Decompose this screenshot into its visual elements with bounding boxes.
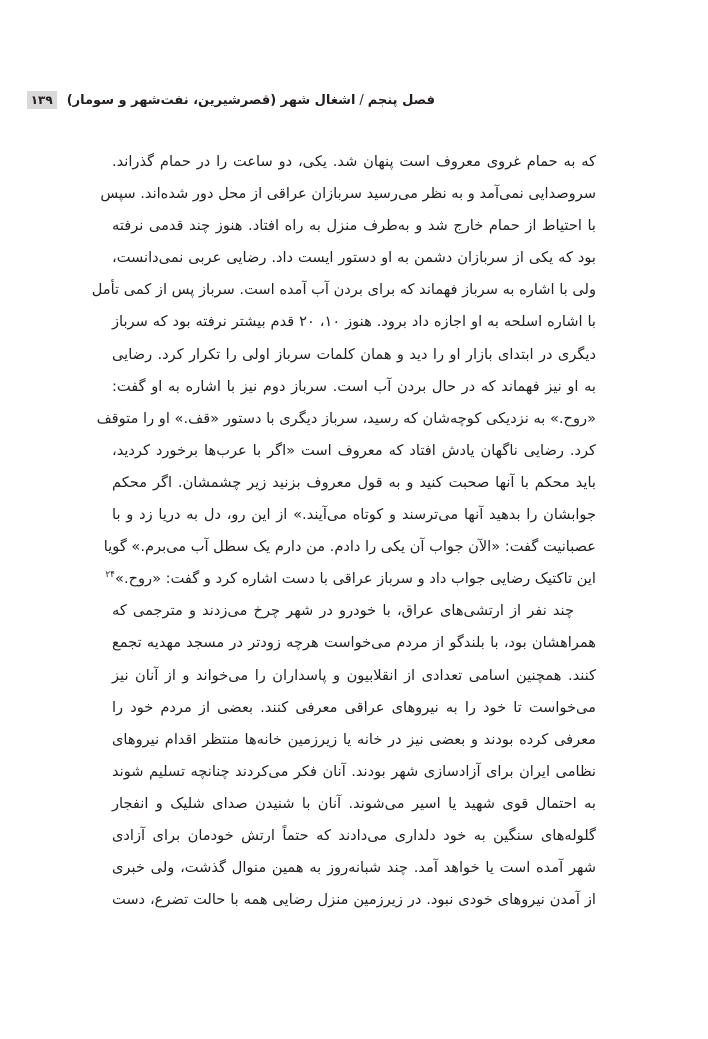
text-line: از آمدن نیروهای خودی نبود. در زیرزمین منزل رضایی همه با حالت تضرع، دست (112, 891, 596, 909)
text-line: عصبانیت گفت: «الآن جواب آن یکی را دادم. من دارم یک سطل آب می‌برم.» گویا (103, 538, 596, 556)
text-line: با اشاره اسلحه به او اجازه داد برود. هنوز ۱۰، ۲۰ قدم بیشتر نرفته بود که سرباز (112, 313, 596, 331)
text-line: به احتمال قوی شهید یا اسیر می‌شوند. آنان با شنیدن صدای شلیک و انفجار (112, 794, 596, 812)
text-line: دیگری در ابتدای بازار او را دید و همان کلمات سرباز اولی را تکرار کرد. رضایی (112, 345, 596, 363)
text-line: گلوله‌های سنگین به خود دلداری می‌دادند که حتماً ارتش خودمان برای آزادی (112, 826, 596, 844)
text-line: به او نیز فهماند که در حال بردن آب است. سرباز دوم نیز با اشاره به او گفت: (112, 377, 596, 395)
paragraph-end-line (105, 563, 596, 595)
body-text (91, 146, 596, 916)
text-line: شهر آمده است یا خواهد آمد. چند شبانه‌روز به همین منوال گذشت، ولی خبری (112, 859, 596, 877)
text-line: نظامی ایران برای آزادسازی شهر بودند. آنان فکر می‌کردند چنانچه تسلیم شوند (112, 762, 596, 780)
text-line: همراهشان بود، با بلندگو از مردم می‌خواست هرچه زودتر در مسجد مهدیه تجمع (112, 634, 596, 652)
text-line: معرفی کرده بودند و بعضی نیز در خانه یا زیرزمین خانه‌ها منتظر اقدام نیروهای (112, 730, 596, 748)
text-line: این تاکتیک رضایی جواب داد و سرباز عراقی با دست اشاره کرد و گفت: «روح.» (115, 570, 596, 588)
text-line: جوابشان را بدهید آنها می‌ترسند و کوتاه می‌آیند.» از این رو، دل به دریا زد و با (112, 506, 596, 524)
chapter-label: فصل پنجم (367, 92, 435, 108)
paragraph-first-line: چند نفر از ارتشی‌های عراق، با خودرو در شهر چرخ می‌زدند و مترجمی که (112, 602, 574, 620)
text-line: که به حمام غروی معروف است پنهان شد. یکی، دو ساعت را در حمام گذراند. (112, 153, 596, 170)
text-line: ولی با اشاره به سرباز فهماند که برای بردن آب آمده است. سرباز پس از کمی تأمل (91, 281, 596, 299)
footnote-marker: ۲۴ (105, 570, 116, 581)
text-line: «روح.» به نزدیکی کوچه‌شان که رسید، سرباز دیگری با دستور «قف.» او را متوقف (96, 409, 596, 427)
running-head (30, 89, 444, 111)
page-number: ۱۳۹ (27, 91, 57, 109)
text-line: کنند. همچنین اسامی تعدادی از انقلابیون و پاسداران را می‌خواند و از آنان نیز (112, 666, 596, 684)
header-separator: / (359, 92, 364, 108)
text-line: بود که یکی از سربازان دشمن به او دستور ایست داد. رضایی عربی نمی‌دانست، (112, 249, 596, 267)
text-line: باید محکم با آنها صحبت کنید و به قول معروف بزنید زیر چشمشان. اگر محکم (112, 473, 596, 491)
text-line: با احتیاط از حمام خارج شد و به‌طرف منزل به راه افتاد. هنوز چند قدمی نرفته (112, 217, 596, 235)
text-line: می‌خواست تا خود را به نیروهای عراقی معرفی کنند. بعضی از مردم خود را (112, 698, 596, 716)
text-line: سروصدایی نمی‌آمد و به نظر می‌رسید سربازان عراقی از محل دور شده‌اند. سپس (100, 185, 596, 203)
text-line: کرد. رضایی ناگهان یادش افتاد که معروف است «اگر با عرب‌ها برخورد کردید، (112, 441, 596, 459)
chapter-title: اشغال شهر (قصرشیرین، نفت‌شهر و سومار) (66, 92, 356, 108)
